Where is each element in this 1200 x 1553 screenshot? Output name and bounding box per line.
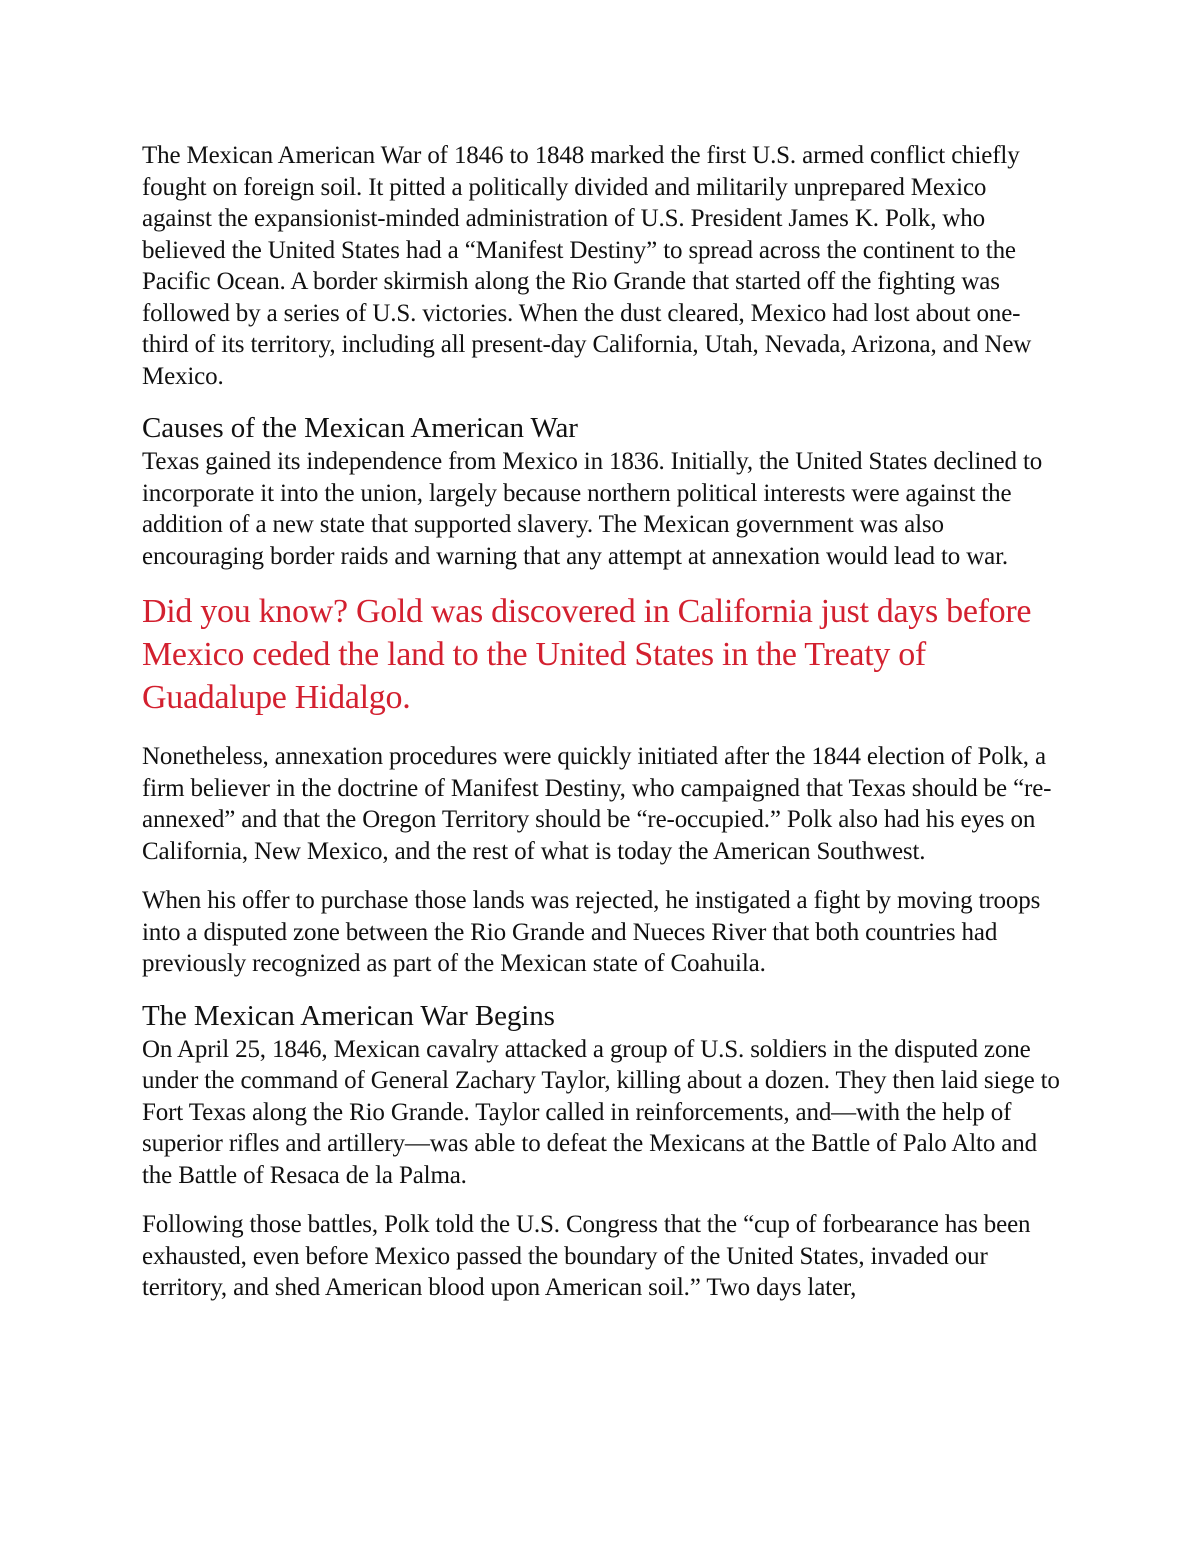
did-you-know-callout: Did you know? Gold was discovered in California just days before Mexico ceded the land to the United States in the Treaty of Guadalupe Hidalgo. bbox=[142, 593, 1032, 716]
causes-paragraph-3: When his offer to purchase those lands was rejected, he instigated a fight by moving troops into a disputed zone between the Rio Grande and Nueces River that both countries had previously recognized as part of the Mexican state of Coahuila. bbox=[142, 887, 1041, 977]
section-heading-war-begins: The Mexican American War Begins bbox=[142, 999, 555, 1032]
intro-paragraph: The Mexican American War of 1846 to 1848 marked the first U.S. armed conflict chiefly fought on foreign soil. It pitted a politically divided and militarily unprepared Mexico against the expansionist-minded administration of U.S. President James K. Polk, who believed the United States had a “Manifest Destiny” to spread across the continent to the Pacific Ocean. A border skirmish along the Rio Grande that started off the fighting was followed by a series of U.S. victories. When the dust cleared, Mexico had lost about one-third of its territory, including all present-day California, Utah, Nevada, Arizona, and New Mexico. bbox=[142, 142, 1032, 390]
causes-paragraph-1: Texas gained its independence from Mexico in 1836. Initially, the United States declined to incorporate it into the union, largely because northern political interests were against the addition of a new state that supported slavery. The Mexican government was also encouraging border raids and warning that any attempt at annexation would lead to war. bbox=[142, 448, 1043, 570]
document-page bbox=[142, 140, 1062, 1322]
causes-paragraph-2: Nonetheless, annexation procedures were quickly initiated after the 1844 election of Polk, a firm believer in the doctrine of Manifest Destiny, who campaigned that Texas should be “re-annexed” and that the Oregon Territory should be “re-occupied.” Polk also had his eyes on California, New Mexico, and the rest of what is today the American Southwest. bbox=[142, 743, 1052, 865]
war-begins-paragraph-1: On April 25, 1846, Mexican cavalry attacked a group of U.S. soldiers in the disputed zone under the command of General Zachary Taylor, killing about a dozen. They then laid siege to Fort Texas along the Rio Grande. Taylor called in reinforcements, and—with the help of superior rifles and artillery—was able to defeat the Mexicans at the Battle of Palo Alto and the Battle of Resaca de la Palma. bbox=[142, 1035, 1060, 1189]
section-heading-causes: Causes of the Mexican American War bbox=[142, 412, 578, 444]
war-begins-paragraph-2: Following those battles, Polk told the U.S. Congress that the “cup of forbearance has been exhausted, even before Mexico passed the boundary of the United States, invaded our territory, and shed American blood upon American soil.” Two days later, bbox=[142, 1211, 1031, 1301]
